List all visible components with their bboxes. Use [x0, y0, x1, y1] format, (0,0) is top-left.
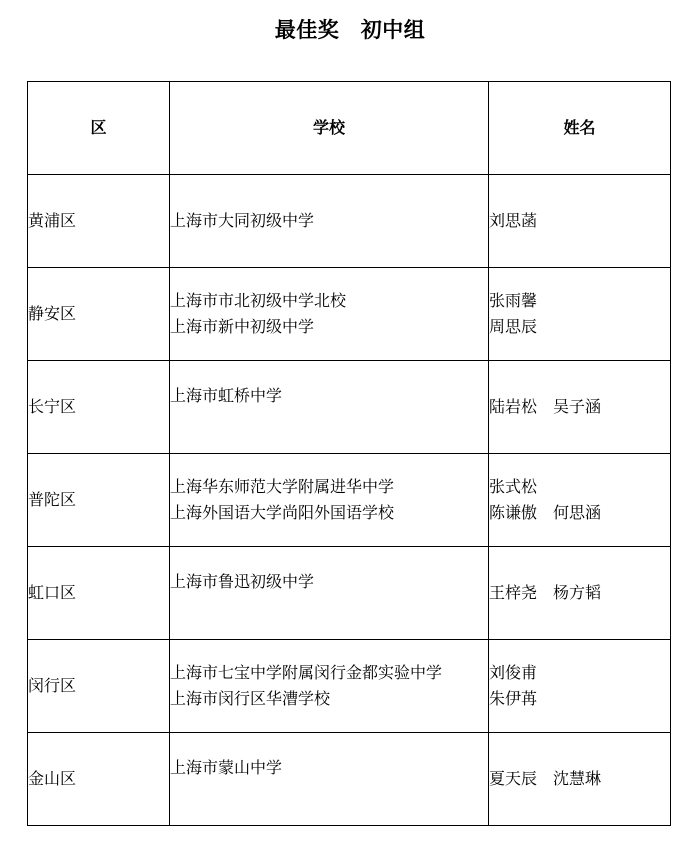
student-cell [489, 361, 671, 454]
district-cell: 普陀区 [28, 454, 170, 547]
school-name: 上海市七宝中学附属闵行金都实验中学 [170, 663, 443, 682]
district-cell: 虹口区 [28, 547, 170, 640]
table-row [28, 733, 671, 826]
district-cell: 长宁区 [28, 361, 170, 454]
student-cell [489, 175, 671, 268]
table-header-row [28, 82, 671, 175]
table-row [28, 454, 671, 547]
student-cell [489, 547, 671, 640]
student-names: 刘俊甫 [489, 663, 538, 682]
school-name: 上海外国语大学尚阳外国语学校 [170, 503, 395, 522]
district-cell: 闵行区 [28, 640, 170, 733]
header-name: 姓名 [489, 82, 671, 175]
school-name: 上海市鲁迅初级中学 [170, 572, 315, 591]
student-names: 张式松 [489, 477, 538, 496]
student-cell [489, 454, 671, 547]
district-cell: 金山区 [28, 733, 170, 826]
student-names: 张雨馨 [489, 291, 538, 310]
school-name: 上海市大同初级中学 [170, 211, 315, 230]
header-district: 区 [28, 82, 170, 175]
student-names: 朱伊苒 [489, 689, 538, 708]
table-row [28, 268, 671, 361]
table-row [28, 640, 671, 733]
table-row [28, 175, 671, 268]
student-names: 周思辰 [489, 317, 538, 336]
district-cell: 黄浦区 [28, 175, 170, 268]
table-row [28, 361, 671, 454]
school-cell [170, 640, 489, 733]
student-cell [489, 733, 671, 826]
student-cell [489, 640, 671, 733]
table-row [28, 547, 671, 640]
student-names: 刘思菡 [489, 211, 538, 230]
student-names: 陆岩松 吴子涵 [489, 397, 602, 416]
school-name: 上海市新中初级中学 [170, 317, 315, 336]
header-school: 学校 [170, 82, 489, 175]
school-cell [170, 175, 489, 268]
award-table [27, 81, 671, 826]
school-cell [170, 454, 489, 547]
student-cell [489, 268, 671, 361]
school-cell [170, 547, 489, 640]
district-cell: 静安区 [28, 268, 170, 361]
page-title: 最佳奖 初中组 [274, 17, 426, 42]
student-names: 夏天辰 沈慧琳 [489, 769, 602, 788]
school-name: 上海市蒙山中学 [170, 758, 283, 777]
school-name: 上海市虹桥中学 [170, 386, 283, 405]
school-cell [170, 733, 489, 826]
school-cell [170, 268, 489, 361]
school-name: 上海市闵行区华漕学校 [170, 689, 331, 708]
school-cell [170, 361, 489, 454]
student-names: 陈谦傲 何思涵 [489, 503, 602, 522]
student-names: 王梓尧 杨方韬 [489, 583, 602, 602]
school-name: 上海市市北初级中学北校 [170, 291, 347, 310]
school-name: 上海华东师范大学附属进华中学 [170, 477, 395, 496]
